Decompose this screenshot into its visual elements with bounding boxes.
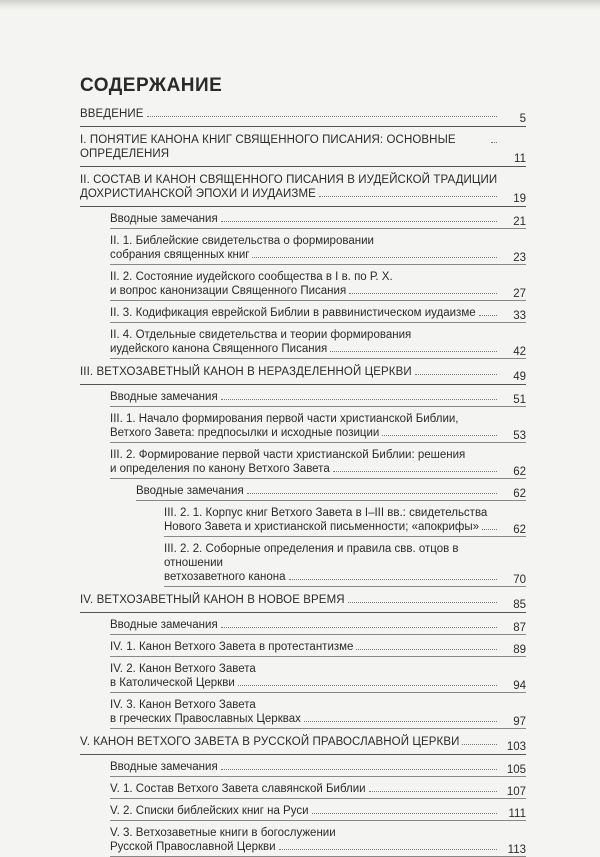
toc-entry[interactable] xyxy=(80,698,526,729)
toc-entry-line: в Католической Церкви xyxy=(110,677,235,689)
toc-entry[interactable] xyxy=(80,804,526,821)
toc-entry-line: иудейского канона Священного Писания xyxy=(110,343,328,355)
dot-leader xyxy=(356,649,497,650)
toc-entry-line: II. 4. Отдельные свидетельства и теории формирования xyxy=(110,329,412,341)
dot-leader xyxy=(382,435,497,436)
toc-entry-line: II. 1. Библейские свидетельства о формировании xyxy=(110,235,374,247)
toc-entry-line: III. 2. 1. Корпус книг Ветхого Завета в I–III вв.: свидетельства xyxy=(164,507,488,519)
toc-entry-line: V. 3. Ветхозаветные книги в богослужении xyxy=(110,827,336,839)
page-top-edge xyxy=(0,0,600,10)
toc-entry-line: III. 2. 2. Соборные определения и правила свв. отцов в отношении xyxy=(164,543,459,569)
dot-leader xyxy=(348,602,497,603)
toc-page-number: 103 xyxy=(506,741,526,753)
toc-entry-line: IV. ВЕТХОЗАВЕТНЫЙ КАНОН В НОВОЕ ВРЕМЯ xyxy=(80,594,345,606)
toc-page-number: 94 xyxy=(513,680,526,692)
toc-entry-title xyxy=(164,542,526,587)
dot-leader xyxy=(462,744,497,745)
toc-page-number: 89 xyxy=(513,644,526,656)
toc-chapter[interactable] xyxy=(80,173,526,207)
toc-entry-line: IV. 2. Канон Ветхого Завета xyxy=(110,663,256,675)
toc-page-number: 49 xyxy=(513,371,526,383)
dot-leader xyxy=(221,769,497,770)
toc-entry[interactable] xyxy=(80,662,526,693)
dot-leader xyxy=(238,685,497,686)
toc-entry-line: собрания священных книг xyxy=(110,249,250,261)
toc-entry-line: ВВЕДЕНИЕ xyxy=(80,108,144,120)
toc-page-number: 11 xyxy=(514,153,526,165)
dot-leader xyxy=(221,627,497,628)
toc-entry-title xyxy=(110,662,526,693)
toc-chapter[interactable] xyxy=(80,107,526,127)
toc-entry-line: Вводные замечания xyxy=(110,391,218,403)
toc-entry-title xyxy=(80,133,526,161)
toc-entry-title xyxy=(110,234,526,265)
toc-entry-title xyxy=(110,412,526,443)
toc-entry[interactable] xyxy=(80,782,526,799)
dot-leader xyxy=(221,399,497,400)
dot-leader xyxy=(221,221,497,222)
toc-page-number: 111 xyxy=(508,808,526,820)
toc-page-number: 62 xyxy=(513,524,526,536)
toc-chapter[interactable] xyxy=(80,735,526,755)
dot-leader xyxy=(349,293,497,294)
dot-leader xyxy=(247,493,497,494)
toc-entry-title xyxy=(110,328,526,359)
toc-entry[interactable] xyxy=(80,328,526,359)
toc-entry-line: III. 1. Начало формирования первой части христианской Библии, xyxy=(110,413,459,425)
toc-entry[interactable] xyxy=(80,618,526,635)
toc-entry-title xyxy=(80,593,526,607)
toc-entry-title xyxy=(110,270,526,301)
toc-page-number: 33 xyxy=(513,310,526,322)
toc-entry-title xyxy=(110,212,526,229)
toc-entry-title xyxy=(80,173,526,201)
toc-page-number: 105 xyxy=(506,764,526,776)
toc-page-number: 53 xyxy=(513,430,526,442)
dot-leader xyxy=(312,813,497,814)
toc-page-number: 97 xyxy=(513,716,526,728)
toc-entry[interactable] xyxy=(80,212,526,229)
toc-entry-line: II. 2. Состояние иудейского сообщества в I в. по Р. Х. xyxy=(110,271,393,283)
toc-entry-line: Вводные замечания xyxy=(136,485,244,497)
toc-entry-line: V. 1. Состав Ветхого Завета славянской Библии xyxy=(110,783,366,795)
toc-entry-title xyxy=(110,698,526,729)
dot-leader xyxy=(369,791,497,792)
dot-leader xyxy=(330,351,497,352)
dot-leader xyxy=(479,315,497,316)
toc-entry-title xyxy=(110,782,526,799)
toc-page-number: 21 xyxy=(513,216,526,228)
dot-leader xyxy=(147,116,497,117)
toc-entry-title xyxy=(110,826,526,857)
toc-entry[interactable] xyxy=(80,542,526,587)
toc-entry-title xyxy=(110,760,526,777)
toc-page-number: 85 xyxy=(513,599,526,611)
toc-page-number: 107 xyxy=(506,786,526,798)
toc-entry-line: Ветхого Завета: предпосылки и исходные позиции xyxy=(110,427,380,439)
toc-entry-title xyxy=(110,448,526,479)
toc-entry-line: III. 2. Формирование первой части христианской Библии: решения xyxy=(110,449,466,461)
toc-page-number: 87 xyxy=(513,622,526,634)
toc-entry-title xyxy=(80,365,526,379)
toc-entry[interactable] xyxy=(80,448,526,479)
toc-entry[interactable] xyxy=(80,234,526,265)
toc-entry-line: V. 2. Списки библейских книг на Руси xyxy=(110,805,309,817)
toc-page-number: 62 xyxy=(513,488,526,500)
toc-entry-title xyxy=(80,735,526,749)
toc-entry[interactable] xyxy=(80,306,526,323)
toc-page-number: 113 xyxy=(507,844,526,856)
dot-leader xyxy=(482,529,497,530)
toc-entry-title xyxy=(80,107,526,121)
toc-entry-line: Вводные замечания xyxy=(110,761,218,773)
dot-leader xyxy=(333,471,497,472)
toc-page-number: 51 xyxy=(513,394,526,406)
toc-entry-line: V. КАНОН ВЕТХОГО ЗАВЕТА В РУССКОЙ ПРАВОСЛАВНОЙ ЦЕРКВИ xyxy=(80,736,460,748)
page-title: СОДЕРЖАНИЕ xyxy=(80,74,223,96)
toc-entry-title xyxy=(110,306,526,323)
toc-entry-line: Нового Завета и христианской письменности; «апокрифы» xyxy=(164,521,479,533)
toc-page-number: 23 xyxy=(513,252,526,264)
dot-leader xyxy=(304,721,497,722)
toc-entry-line: ДОХРИСТИАНСКОЙ ЭПОХИ И ИУДАИЗМЕ xyxy=(80,188,316,200)
toc-page-number: 27 xyxy=(513,288,526,300)
toc-page-number: 42 xyxy=(513,346,526,358)
toc-entry-line: III. ВЕТХОЗАВЕТНЫЙ КАНОН В НЕРАЗДЕЛЕННОЙ ЦЕРКВИ xyxy=(80,366,412,378)
toc-entry[interactable] xyxy=(80,826,526,857)
toc-entry[interactable] xyxy=(80,760,526,777)
toc-entry-line: I. ПОНЯТИЕ КАНОНА КНИГ СВЯЩЕННОГО ПИСАНИЯ: ОСНОВНЫЕ ОПРЕДЕЛЕНИЯ xyxy=(80,134,456,160)
dot-leader xyxy=(252,257,497,258)
toc-entry-line: ветхозаветного канона xyxy=(164,571,286,583)
toc-entry-line: Русской Православной Церкви xyxy=(110,841,276,853)
toc-entry-title xyxy=(110,390,526,407)
toc-entry[interactable] xyxy=(80,270,526,301)
toc-entry-line: и определения по канону Ветхого Завета xyxy=(110,463,330,475)
toc-page-number: 19 xyxy=(513,193,526,205)
dot-leader xyxy=(415,374,497,375)
dot-leader xyxy=(289,579,497,580)
toc-entry[interactable] xyxy=(80,506,526,537)
toc-entry-line: II. 3. Кодификация еврейской Библии в раввинистическом иудаизме xyxy=(110,307,476,319)
toc-entry-title xyxy=(110,804,526,821)
dot-leader xyxy=(491,142,497,143)
toc-entry-title xyxy=(110,618,526,635)
toc-entry[interactable] xyxy=(80,484,526,501)
toc-entry[interactable] xyxy=(80,412,526,443)
toc-entry-title xyxy=(164,506,526,537)
table-of-contents xyxy=(80,101,526,857)
toc-entry[interactable] xyxy=(80,640,526,657)
toc-page-number: 5 xyxy=(519,113,526,125)
toc-entry-line: IV. 3. Канон Ветхого Завета xyxy=(110,699,256,711)
toc-chapter[interactable] xyxy=(80,365,526,385)
toc-page-number: 62 xyxy=(513,466,526,478)
toc-entry[interactable] xyxy=(80,390,526,407)
toc-entry-line: и вопрос канонизации Священного Писания xyxy=(110,285,347,297)
toc-entry-line: в греческих Православных Церквах xyxy=(110,713,301,725)
dot-leader xyxy=(279,849,497,850)
toc-entry-line: Вводные замечания xyxy=(110,619,218,631)
toc-entry-line: Вводные замечания xyxy=(110,213,218,225)
toc-entry-line: IV. 1. Канон Ветхого Завета в протестантизме xyxy=(110,641,354,653)
toc-chapter[interactable] xyxy=(80,593,526,613)
toc-entry-title xyxy=(110,640,526,657)
toc-entry-line: II. СОСТАВ И КАНОН СВЯЩЕННОГО ПИСАНИЯ В ИУДЕЙСКОЙ ТРАДИЦИИ xyxy=(80,174,498,186)
dot-leader xyxy=(319,196,497,197)
toc-page-number: 70 xyxy=(513,574,526,586)
toc-entry-title xyxy=(136,484,526,501)
toc-chapter[interactable] xyxy=(80,133,526,167)
